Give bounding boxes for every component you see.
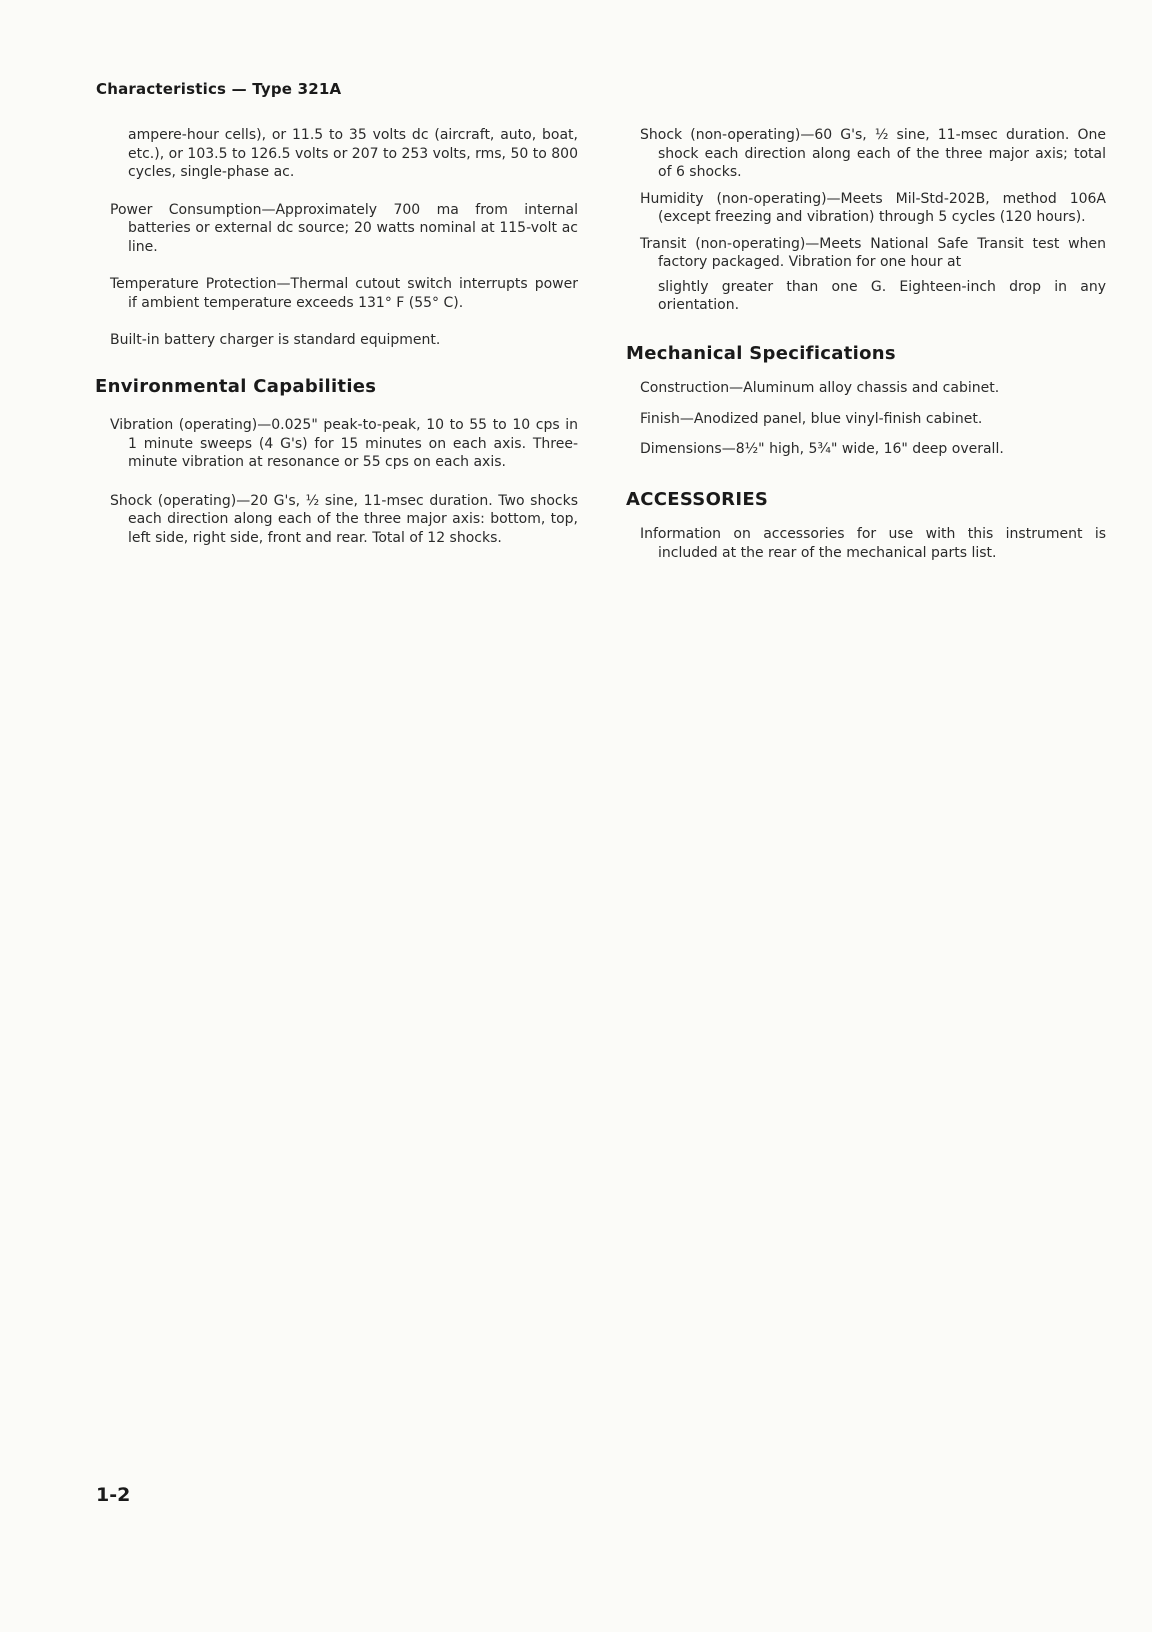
construction-text: Construction—Aluminum alloy chassis and cabinet.: [640, 380, 1000, 396]
dimensions-text: Dimensions—8½" high, 5¾" wide, 16" deep overall.: [640, 441, 1004, 457]
vibration-text: Vibration (operating)—0.025" peak-to-peak, 10 to 55 to 10 cps in 1 minute sweeps (4 G's) for 15 minutes on each axis. Three-minute vibration at resonance or 55 cps on each axis.: [110, 417, 578, 470]
accessories-info-text: Information on accessories for use with this instrument is included at the rear of the mechanical parts list.: [640, 526, 1106, 561]
environmental-capabilities-heading: Environmental Capabilities: [95, 375, 377, 397]
battery-charger-text: Built-in battery charger is standard equipment.: [110, 332, 441, 348]
running-head: Characteristics — Type 321A: [96, 80, 342, 98]
page-number: 1-2: [96, 1484, 131, 1506]
mechanical-specifications-heading: Mechanical Specifications: [626, 342, 896, 364]
humidity-text: Humidity (non-operating)—Meets Mil-Std-202B, method 106A (except freezing and vibration) through 5 cycles (120 hours).: [640, 190, 1106, 225]
left-column: [95, 126, 578, 547]
finish-text: Finish—Anodized panel, blue vinyl-finish cabinet.: [640, 410, 983, 427]
shock-operating-text: Shock (operating)—20 G's, ½ sine, 11-msec duration. Two shocks each direction along each of the three major axis: bottom, top, left side, right side, front and rear. Total of 12 shocks.: [110, 492, 578, 546]
power-consumption-text: Power Consumption—Approximately 700 ma from internal batteries or external dc source; 20 watts nominal at 115-volt ac line.: [110, 201, 578, 255]
transit-continued-text: slightly greater than one G. Eighteen-inch drop in any orientation.: [658, 278, 1106, 313]
shock-non-operating-text: Shock (non-operating)—60 G's, ½ sine, 11-msec duration. One shock each direction along each of the three major axis; total of 6 shocks.: [640, 127, 1106, 180]
temperature-protection-text: Temperature Protection—Thermal cutout switch interrupts power if ambient temperature exceeds 131° F (55° C).: [110, 276, 578, 311]
accessories-heading: ACCESSORIES: [626, 488, 769, 510]
right-column: [626, 126, 1106, 562]
power-source-continued-text: ampere-hour cells), or 11.5 to 35 volts dc (aircraft, auto, boat, etc.), or 103.5 to 126.5 volts or 207 to 253 volts, rms, 50 to 800 cycles, single-phase ac.: [128, 127, 578, 180]
transit-text: Transit (non-operating)—Meets National Safe Transit test when factory packaged. Vibration for one hour at: [640, 235, 1106, 270]
